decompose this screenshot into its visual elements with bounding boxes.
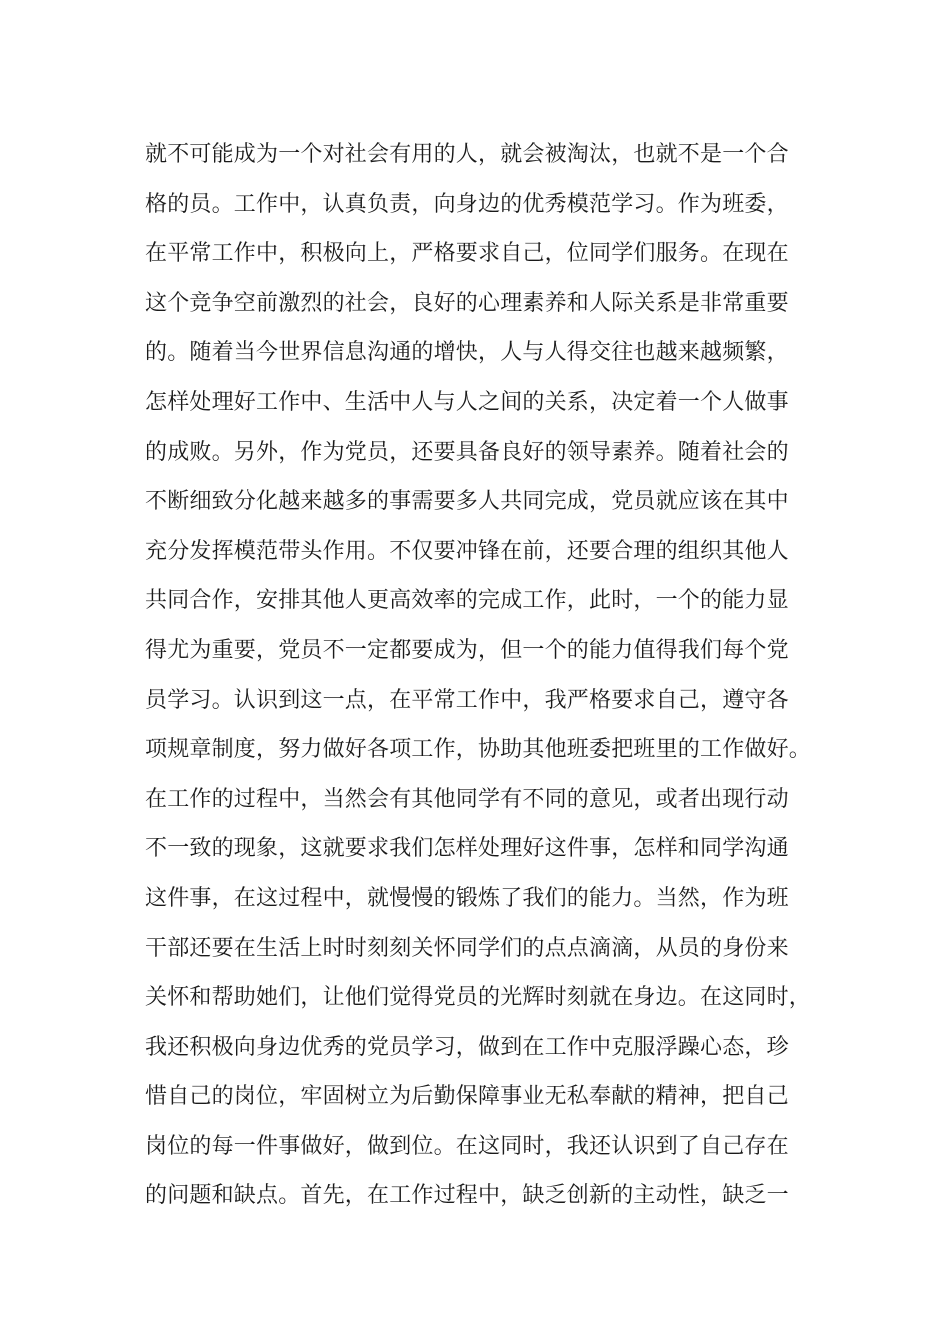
- text-line: 不断细致分化越来越多的事需要多人共同完成，党员就应该在其中: [145, 489, 789, 515]
- body-paragraph: [145, 130, 825, 1221]
- text-line: 岗位的每一件事做好，做到位。在这同时，我还认识到了自己存在: [145, 1133, 789, 1159]
- text-line: 得尤为重要，党员不一定都要成为，但一个的能力值得我们每个党: [145, 637, 789, 663]
- text-line: 的成败。另外，作为党员，还要具备良好的领导素养。随着社会的: [145, 439, 789, 465]
- text-line: 我还积极向身边优秀的党员学习，做到在工作中克服浮躁心态，珍: [145, 1034, 789, 1060]
- text-line: 惜自己的岗位，牢固树立为后勤保障事业无私奉献的精神，把自己: [145, 1084, 789, 1110]
- text-line: 项规章制度，努力做好各项工作，协助其他班委把班里的工作做好。: [145, 737, 812, 763]
- text-line: 的问题和缺点。首先，在工作过程中，缺乏创新的主动性，缺乏一: [145, 1183, 789, 1209]
- text-line: 干部还要在生活上时时刻刻关怀同学们的点点滴滴，从员的身份来: [145, 935, 789, 961]
- text-line: 充分发挥模范带头作用。不仅要冲锋在前，还要合理的组织其他人: [145, 538, 789, 564]
- text-line: 怎样处理好工作中、生活中人与人之间的关系，决定着一个人做事: [145, 389, 789, 415]
- text-line: 关怀和帮助她们，让他们觉得党员的光辉时刻就在身边。在这同时，: [145, 985, 812, 1011]
- text-line: 在平常工作中，积极向上，严格要求自己，位同学们服务。在现在: [145, 241, 789, 267]
- text-line: 这件事，在这过程中，就慢慢的锻炼了我们的能力。当然，作为班: [145, 885, 789, 911]
- text-line: 就不可能成为一个对社会有用的人，就会被淘汰，也就不是一个合: [145, 142, 789, 167]
- text-line: 格的员。工作中，认真负责，向身边的优秀模范学习。作为班委，: [145, 191, 789, 217]
- text-line: 在工作的过程中，当然会有其他同学有不同的意见，或者出现行动: [145, 786, 789, 812]
- text-line: 不一致的现象，这就要求我们怎样处理好这件事，怎样和同学沟通: [145, 836, 789, 862]
- text-line: 的。随着当今世界信息沟通的增快，人与人得交往也越来越频繁，: [145, 340, 789, 366]
- text-line: 这个竞争空前激烈的社会，良好的心理素养和人际关系是非常重要: [145, 290, 789, 316]
- text-line: 共同合作，安排其他人更高效率的完成工作，此时，一个的能力显: [145, 588, 789, 614]
- text-line: 员学习。认识到这一点，在平常工作中，我严格要求自己，遵守各: [145, 687, 789, 713]
